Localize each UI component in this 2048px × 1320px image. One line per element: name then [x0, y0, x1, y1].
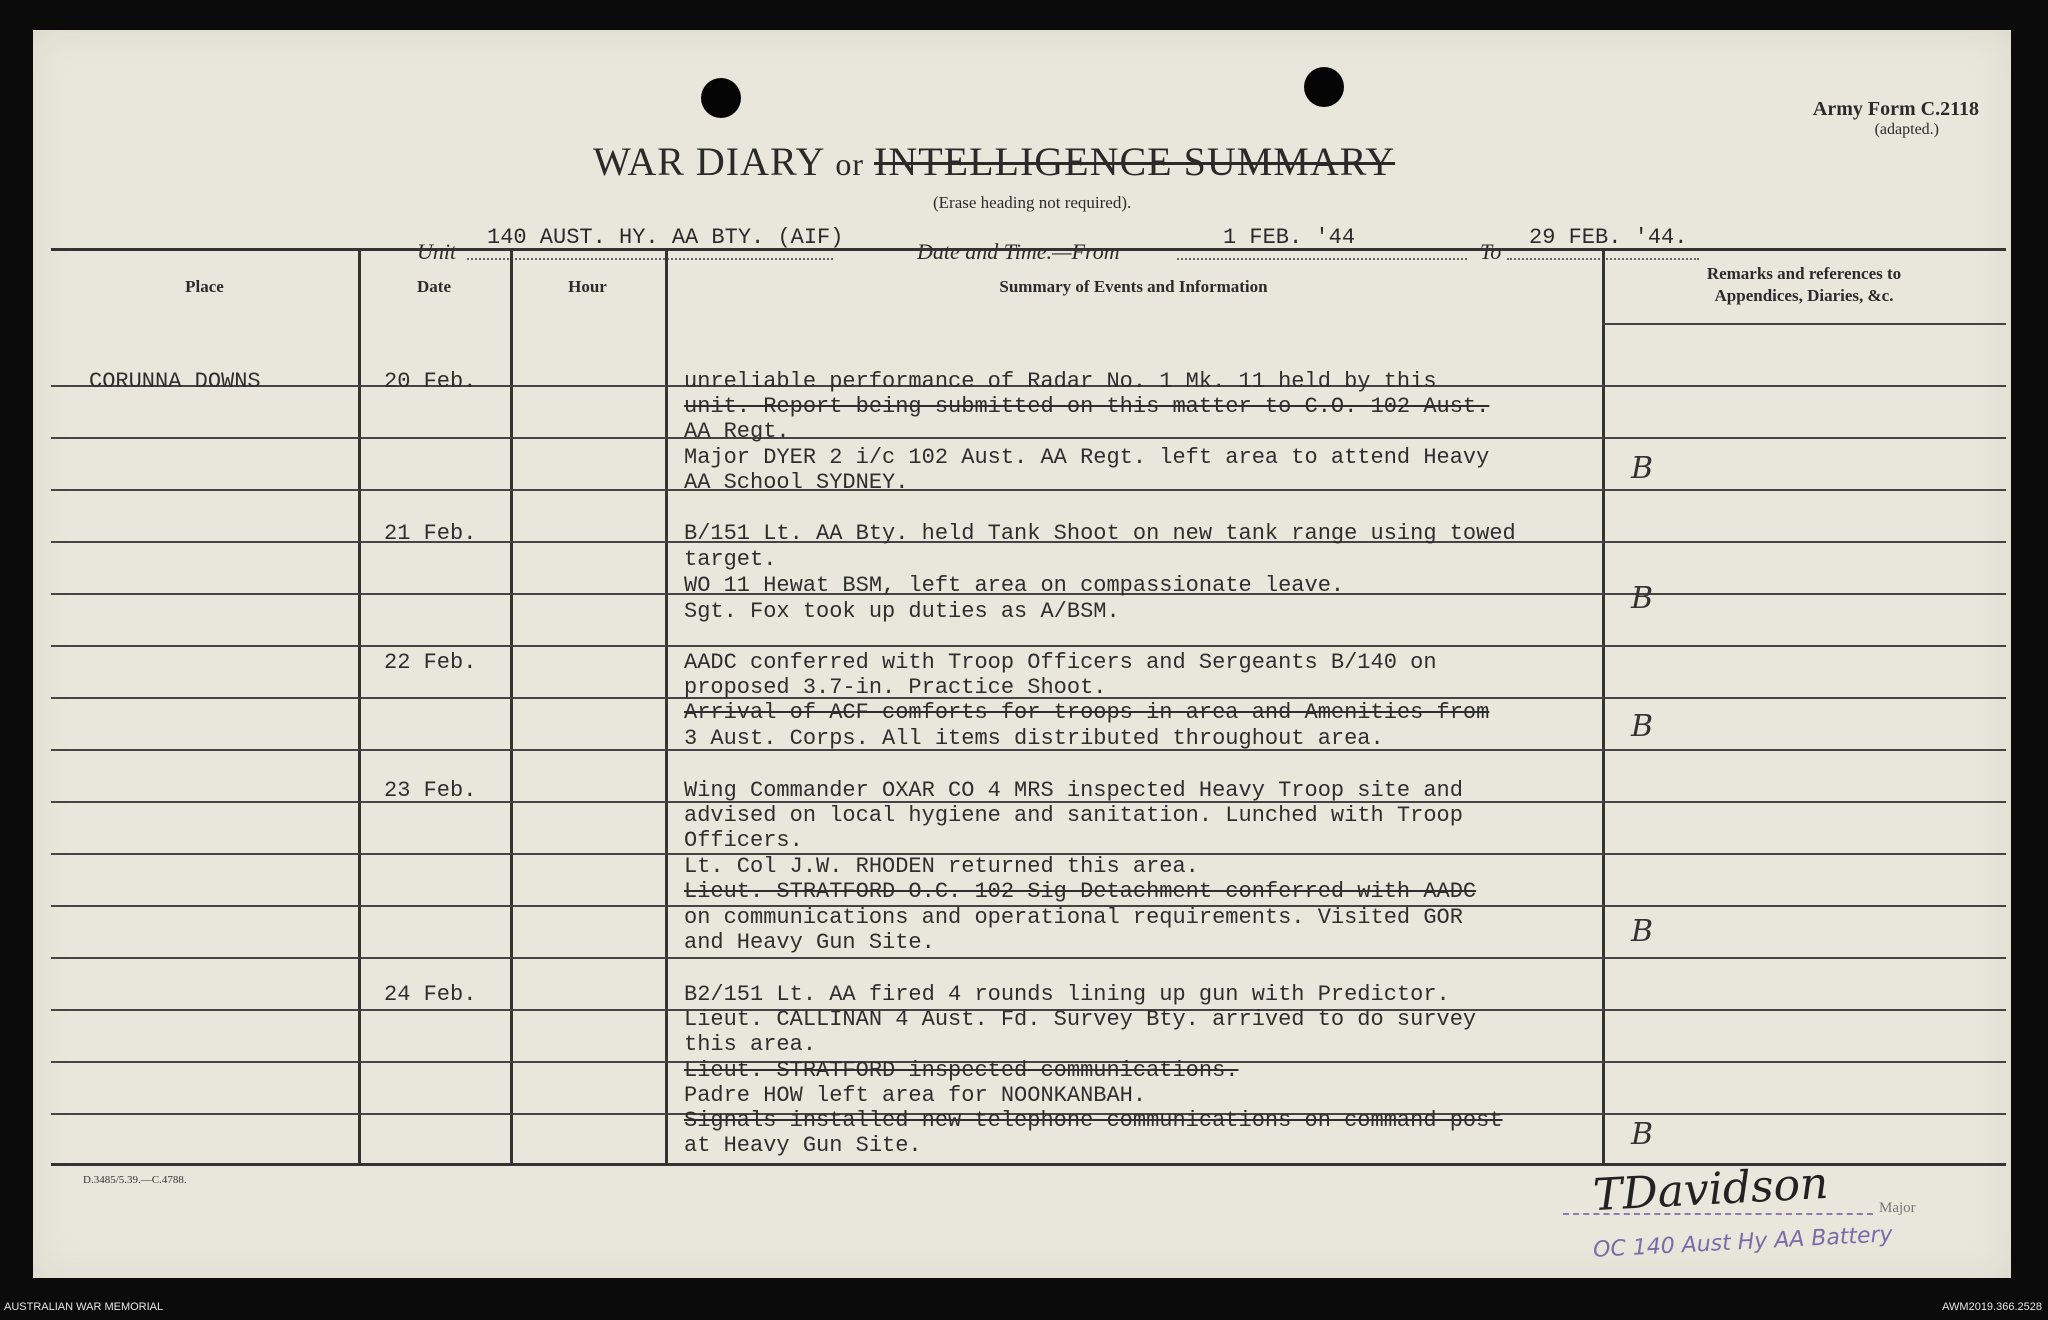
ruled-line: [1602, 323, 2006, 325]
entry-line: Officers.: [684, 828, 803, 853]
entry-date: 20 Feb.: [384, 369, 477, 394]
entry-date: 21 Feb.: [384, 521, 477, 546]
title-war-diary: WAR DIARY: [593, 139, 826, 184]
title-or: or: [835, 146, 864, 182]
footer-accession-number: AWM2019.366.2528: [1942, 1301, 2042, 1313]
entry-line: unreliable performance of Radar No. 1 Mk. 11 held by this: [684, 369, 1437, 394]
entry-line: advised on local hygiene and sanitation. Lunched with Troop: [684, 803, 1463, 828]
header-remarks: [1602, 263, 2006, 307]
signature: TDavidson: [1591, 1157, 1830, 1222]
entry-line: and Heavy Gun Site.: [684, 930, 935, 955]
page-title: [593, 138, 1395, 185]
entry-line: WO 11 Hewat BSM, left area on compassionate leave.: [684, 573, 1345, 598]
entry-line: Wing Commander OXAR CO 4 MRS inspected Heavy Troop site and: [684, 778, 1463, 803]
header-date: Date: [417, 277, 451, 296]
entry-line: Major DYER 2 i/c 102 Aust. AA Regt. left area to attend Heavy: [684, 445, 1490, 470]
header-summary: Summary of Events and Information: [999, 277, 1268, 296]
initial-mark: B: [1631, 709, 1654, 744]
entry-line: B2/151 Lt. AA fired 4 rounds lining up gun with Predictor.: [684, 982, 1450, 1007]
entry-line: B/151 Lt. AA Bty. held Tank Shoot on new tank range using towed: [684, 521, 1516, 546]
ruled-line: [51, 645, 2006, 647]
print-code: D.3485/5.39.—C.4788.: [83, 1174, 187, 1186]
column-divider: [510, 251, 513, 1163]
initial-mark: B: [1631, 451, 1654, 486]
entry-line: on communications and operational requirements. Visited GOR: [684, 905, 1463, 930]
initial-mark: B: [1631, 581, 1654, 616]
initial-mark: B: [1631, 914, 1654, 949]
entry-line: unit. Report being submitted on this matter to C.O. 102 Aust.: [684, 394, 1490, 419]
date-label: Date and Time.—From: [917, 239, 1120, 264]
header-hour: Hour: [568, 277, 607, 296]
entry-line: at Heavy Gun Site.: [684, 1133, 922, 1158]
header-place: Place: [185, 277, 224, 296]
initial-mark: B: [1631, 1117, 1654, 1152]
entry-line: target.: [684, 547, 777, 572]
entry-line: Lt. Col J.W. RHODEN returned this area.: [684, 854, 1199, 879]
entry-line: AA Regt.: [684, 419, 790, 444]
entry-line: Signals installed new telephone communications on command post: [684, 1108, 1503, 1133]
diary-table: [51, 248, 2006, 1166]
signature-rank: Major: [1879, 1200, 1916, 1216]
entry-line: 3 Aust. Corps. All items distributed throughout area.: [684, 726, 1384, 751]
place-value: CORUNNA DOWNS: [89, 369, 261, 394]
punch-hole: [701, 78, 741, 118]
column-divider: [1602, 251, 1605, 1163]
entry-line: Arrival of ACF comforts for troops in area and Amenities from: [684, 700, 1490, 725]
unit-stamp: OC 140 Aust Hy AA Battery: [1592, 1222, 1894, 1263]
header-remarks-line1: Remarks and references to: [1706, 264, 1902, 283]
army-form-label: [1813, 98, 1979, 139]
entry-line: proposed 3.7-in. Practice Shoot.: [684, 675, 1107, 700]
diary-sheet: [33, 30, 2011, 1278]
entry-date: 24 Feb.: [384, 982, 477, 1007]
entry-line: Lieut. STRATFORD O.C. 102 Sig Detachment conferred with AADC: [684, 879, 1477, 904]
footer-institution: AUSTRALIAN WAR MEMORIAL: [4, 1301, 164, 1313]
unit-value: 140 AUST. HY. AA BTY. (AIF): [487, 225, 844, 250]
column-divider: [665, 251, 668, 1163]
erase-note: (Erase heading not required).: [933, 193, 1132, 212]
entry-line: this area.: [684, 1032, 817, 1057]
entry-line: AADC conferred with Troop Officers and Sergeants B/140 on: [684, 650, 1437, 675]
entry-line: Padre HOW left area for NOONKANBAH.: [684, 1083, 1147, 1108]
column-divider: [358, 251, 361, 1163]
date-from: 1 FEB. '44: [1223, 225, 1356, 250]
entry-line: Lieut. CALLINAN 4 Aust. Fd. Survey Bty. arrived to do survey: [684, 1007, 1477, 1032]
ruled-line: [51, 437, 2006, 439]
to-label: To: [1480, 239, 1502, 264]
date-to: 29 FEB. '44.: [1529, 225, 1688, 250]
ruled-line: [51, 957, 2006, 959]
entry-line: Lieut. STRATFORD inspected communications.: [684, 1058, 1239, 1083]
army-form-adapted: (adapted.): [1874, 121, 1939, 138]
header-remarks-line2: Appendices, Diaries, &c.: [1714, 286, 1894, 305]
entry-date: 22 Feb.: [384, 650, 477, 675]
army-form-number: Army Form C.2118: [1812, 98, 1979, 120]
punch-hole: [1304, 67, 1344, 107]
ruled-line: [51, 489, 2006, 491]
entry-line: Sgt. Fox took up duties as A/BSM.: [684, 599, 1120, 624]
title-intelligence-summary: INTELLIGENCE SUMMARY: [874, 139, 1396, 184]
entry-date: 23 Feb.: [384, 778, 477, 803]
entry-line: AA School SYDNEY.: [684, 470, 909, 495]
unit-label: Unit: [417, 239, 457, 264]
